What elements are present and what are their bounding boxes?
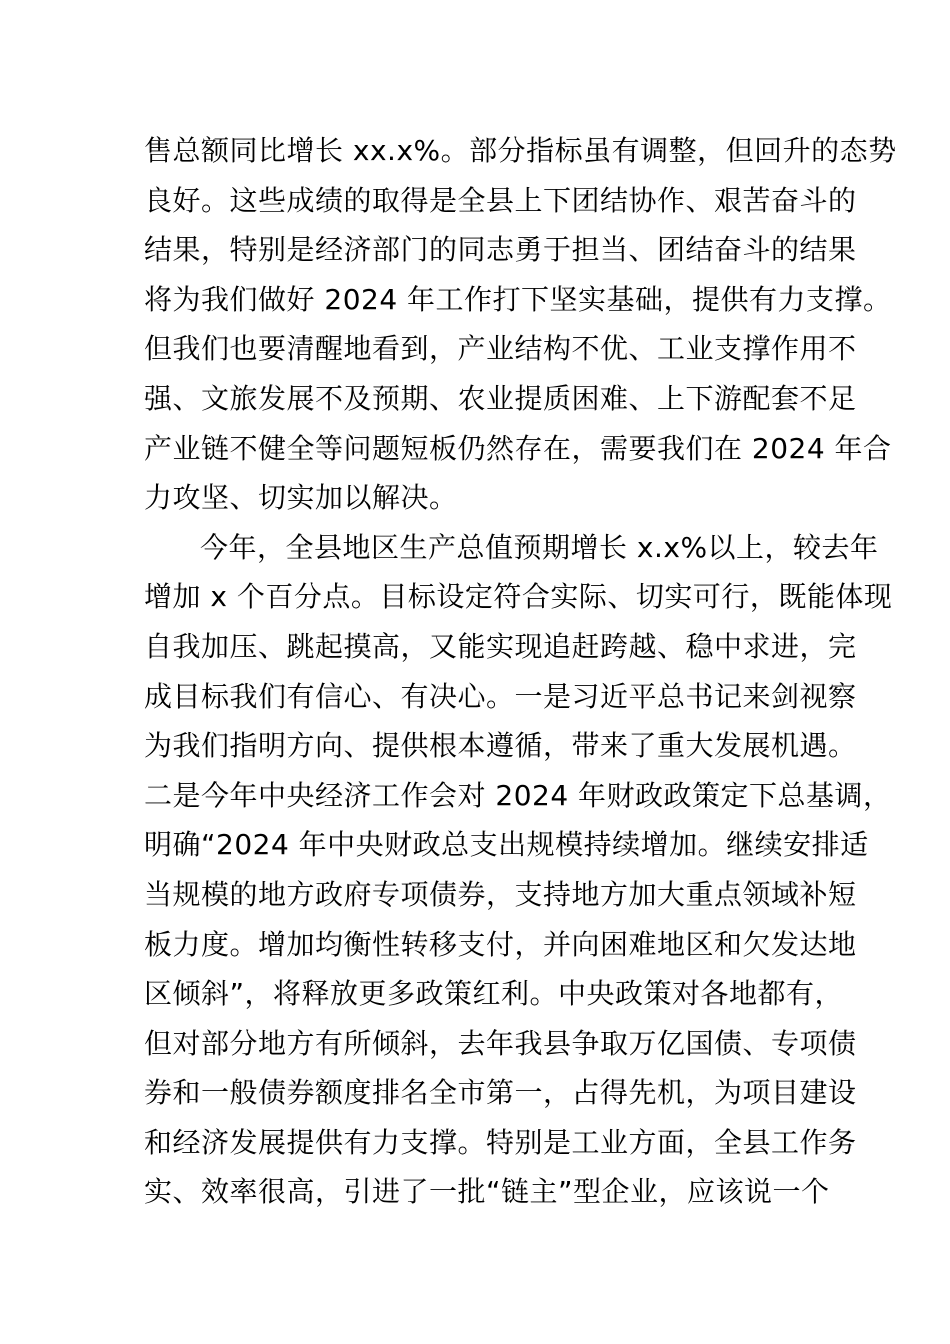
text-line: 实、效率很高，引进了一批“链主”型企业，应该说一个 [144, 1175, 830, 1209]
text-line: 区倾斜”，将释放更多政策红利。中央政策对各地都有， [144, 977, 844, 1011]
text-line: 明确“2024 年中央财政总支出规模持续增加。继续安排适 [144, 828, 869, 862]
text-line: 力攻坚、切实加以解决。 [144, 481, 458, 515]
text-line: 自我加压、跳起摸高，又能实现追赶跨越、稳中求进，完 [144, 629, 857, 663]
text-line: 结果，特别是经济部门的同志勇于担当、团结奋斗的结果 [144, 233, 857, 267]
text-line: 但我们也要清醒地看到，产业结构不优、工业支撑作用不 [144, 332, 857, 366]
text-line: 券和一般债券额度排名全市第一，占得先机，为项目建设 [144, 1076, 857, 1110]
text-line: 当规模的地方政府专项债券，支持地方加大重点领域补短 [144, 877, 857, 911]
paragraph-first-line: 今年，全县地区生产总值预期增长 x.x%以上，较去年 [200, 530, 879, 564]
text-line: 产业链不健全等问题短板仍然存在，需要我们在 2024 年合 [144, 431, 892, 465]
text-line: 良好。这些成绩的取得是全县上下团结协作、艰苦奋斗的 [144, 183, 857, 217]
text-line: 增加 x 个百分点。目标设定符合实际、切实可行，既能体现 [144, 580, 893, 614]
text-line: 将为我们做好 2024 年工作打下坚实基础，提供有力支撑。 [144, 282, 892, 316]
text-line: 但对部分地方有所倾斜，去年我县争取万亿国债、专项债 [144, 1026, 857, 1060]
text-line: 强、文旅发展不及预期、农业提质困难、上下游配套不足 [144, 381, 857, 415]
text-line: 和经济发展提供有力支撑。特别是工业方面，全县工作务 [144, 1125, 857, 1159]
text-line: 为我们指明方向、提供根本遵循，带来了重大发展机遇。 [144, 729, 857, 763]
text-line: 板力度。增加均衡性转移支付，并向困难地区和欠发达地 [144, 927, 857, 961]
text-line: 成目标我们有信心、有决心。一是习近平总书记来剑视察 [144, 679, 857, 713]
text-line: 二是今年中央经济工作会对 2024 年财政政策定下总基调， [144, 778, 892, 812]
document-body-text [144, 126, 897, 1217]
text-line: 售总额同比增长 xx.x%。部分指标虽有调整，但回升的态势 [144, 134, 897, 167]
